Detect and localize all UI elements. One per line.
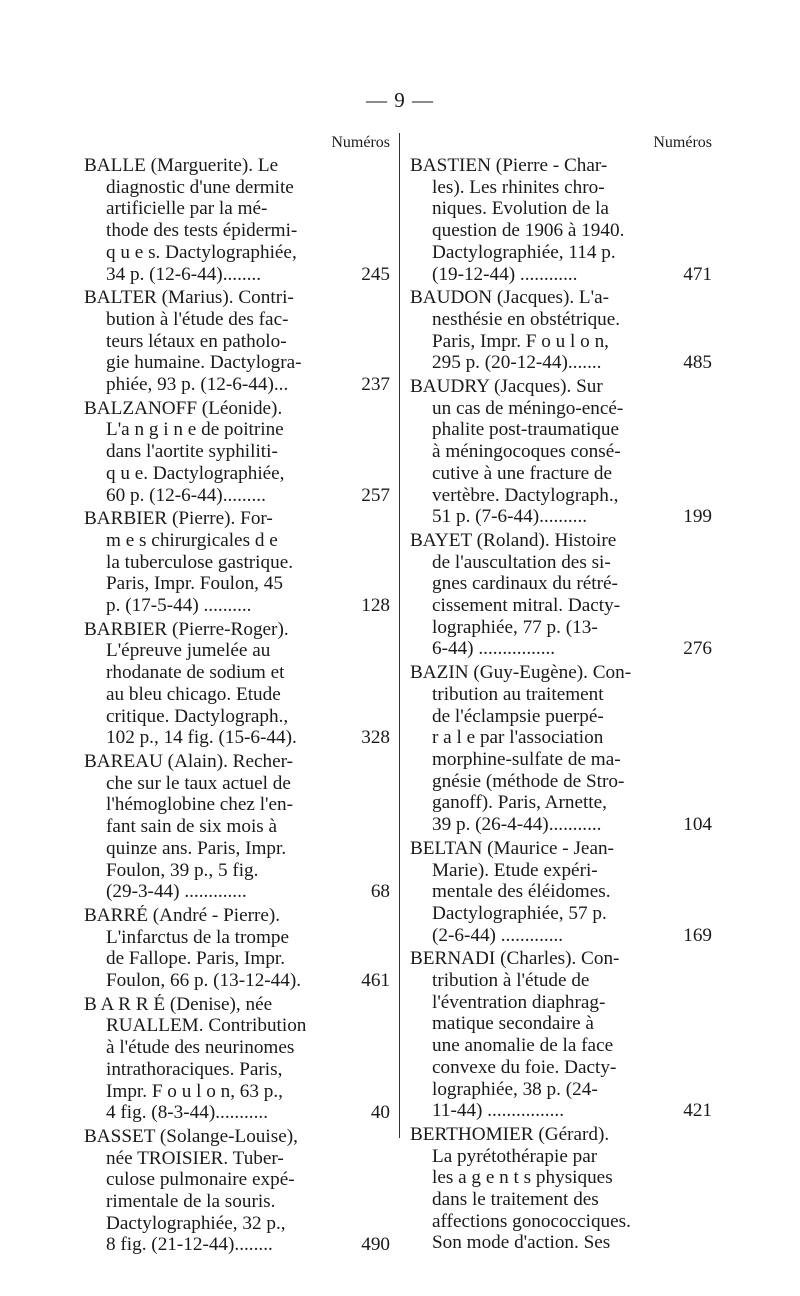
entry-line-text: RUALLEM. Contribution: [106, 1015, 307, 1037]
entry-line-text: BARBIER (Pierre-Roger).: [84, 618, 289, 640]
entry-line-text: niques. Evolution de la: [432, 198, 609, 220]
entry-line: [84, 508, 390, 530]
entry-line: [84, 706, 390, 728]
entry-line-text: l'hémoglobine chez l'en-: [106, 794, 293, 816]
entry-line: [84, 640, 390, 662]
right-column: [410, 133, 712, 1256]
entry-line: [84, 994, 390, 1016]
entry-line: [410, 948, 712, 970]
entry-line-text: 34 p. (12-6-44)........: [106, 263, 262, 285]
entry-line-text: thode des tests épidermi-: [106, 220, 298, 242]
entry-line-text: m e s chirurgicales d e: [106, 529, 278, 551]
entry-line-text: BASTIEN (Pierre - Char-: [410, 155, 608, 176]
entry-number: 104: [683, 814, 712, 836]
entry-line-text: artificielle par la mé-: [106, 198, 268, 220]
entry-line: [84, 662, 390, 684]
entry-line: [84, 1059, 390, 1081]
left-column: [84, 133, 390, 1258]
entry-number: 276: [683, 638, 712, 660]
entry-line-text: BALTER (Marius). Contri-: [84, 287, 294, 309]
entry-line: [410, 441, 712, 463]
entry-line: [84, 905, 390, 927]
bibliography-entry: [410, 287, 712, 374]
entry-line-text: lographiée, 77 p. (13-: [432, 616, 598, 638]
entry-line-text: critique. Dactylograph.,: [106, 705, 289, 727]
entry-line: [84, 1081, 390, 1103]
entry-line-text: che sur le taux actuel de: [106, 772, 291, 794]
entry-line-text: BAUDRY (Jacques). Sur: [410, 376, 603, 398]
entry-line-text: tribution à l'étude de: [432, 970, 590, 992]
entry-line: [84, 838, 390, 860]
entry-line: [84, 552, 390, 574]
bibliography-entry: [84, 398, 390, 507]
entry-line: [84, 198, 390, 220]
entry-line-text: 295 p. (20-12-44).......: [432, 352, 602, 374]
entry-line: [410, 595, 712, 617]
entry-line-text: 4 fig. (8-3-44)...........: [106, 1102, 268, 1124]
entry-line-text: BAUDON (Jacques). L'a-: [410, 287, 610, 309]
entry-line: [84, 948, 390, 970]
entry-line-text: ganoff). Paris, Arnette,: [432, 792, 607, 814]
entry-line-text: La pyrétothérapie par: [432, 1145, 598, 1167]
entry-number: 490: [361, 1234, 390, 1256]
entry-line: [84, 398, 390, 420]
entry-line-text: BARRÉ (André - Pierre).: [84, 904, 281, 926]
entry-line-text: Impr. F o u l o n, 63 p.,: [106, 1080, 283, 1102]
entry-line-text: Dactylographiée, 114 p.: [432, 241, 616, 263]
entry-line: [410, 814, 712, 836]
entry-number: 485: [683, 352, 712, 374]
bibliography-entry: [84, 155, 390, 285]
bibliography-entry: [84, 751, 390, 903]
entry-line: [410, 727, 712, 749]
entry-line: [84, 794, 390, 816]
entry-line: [84, 1015, 390, 1037]
bibliography-entry: [84, 508, 390, 617]
entry-line-text: affections gonococciques.: [432, 1210, 631, 1232]
entry-line: [410, 287, 712, 309]
entry-line: [410, 331, 712, 353]
entry-line: [84, 1148, 390, 1170]
entry-line: [410, 684, 712, 706]
entry-line-text: 102 p., 14 fig. (15-6-44).: [106, 727, 297, 749]
entry-line-text: Marie). Etude expéri-: [432, 859, 598, 881]
entry-line: [410, 903, 712, 925]
entry-line-text: de l'auscultation des si-: [432, 551, 611, 573]
entry-line: [410, 463, 712, 485]
entry-line-text: BERNADI (Charles). Con-: [410, 948, 620, 970]
entry-line-text: BAREAU (Alain). Recher-: [84, 750, 294, 772]
entry-line-text: née TROISIER. Tuber-: [106, 1147, 284, 1169]
entry-number: 40: [370, 1102, 390, 1124]
entry-line-text: rimentale de la souris.: [106, 1191, 276, 1213]
entry-line: [84, 1102, 390, 1124]
entry-line-text: cissement mitral. Dacty-: [432, 595, 621, 617]
entry-line: [410, 662, 712, 684]
entry-line: [84, 287, 390, 309]
entry-line: [410, 881, 712, 903]
entry-line: [410, 771, 712, 793]
entry-line: [84, 1037, 390, 1059]
entry-line-text: r a l e par l'association: [432, 727, 604, 749]
entry-line-text: bution à l'étude des fac-: [106, 308, 289, 330]
entry-line-text: quinze ans. Paris, Impr.: [106, 837, 287, 859]
entry-line: [410, 309, 712, 331]
entry-line: [410, 573, 712, 595]
entry-number: 421: [683, 1100, 712, 1122]
entry-line: [84, 331, 390, 353]
entry-line: [84, 309, 390, 331]
entry-line-text: 6-44) ................: [432, 638, 556, 660]
entry-line-text: de Fallope. Paris, Impr.: [106, 948, 286, 970]
entry-line-text: Dactylographiée, 32 p.,: [106, 1212, 286, 1234]
entry-line-text: 51 p. (7-6-44)..........: [432, 506, 588, 528]
entry-line-text: (19-12-44) ............: [432, 263, 578, 285]
bibliography-entry: [84, 905, 390, 992]
entry-line: [84, 1191, 390, 1213]
entry-line-text: q u e s. Dactylographiée,: [106, 241, 297, 263]
entry-line: [410, 992, 712, 1014]
entry-line-text: BASSET (Solange-Louise),: [84, 1125, 298, 1147]
entry-line-text: matique secondaire à: [432, 1013, 594, 1035]
entry-line: [84, 573, 390, 595]
entry-line-text: les). Les rhinites chro-: [432, 176, 605, 198]
entry-line-text: BALLE (Marguerite). Le: [84, 155, 279, 176]
entry-line: [410, 506, 712, 528]
entry-line-text: 60 p. (12-6-44).........: [106, 484, 266, 506]
entry-line: [410, 838, 712, 860]
entry-line-text: B A R R É (Denise), née: [84, 993, 273, 1015]
entry-line-text: BAZIN (Guy-Eugène). Con-: [410, 662, 632, 684]
entry-line: [410, 530, 712, 552]
entry-number: 471: [683, 263, 712, 285]
entry-line-text: 11-44) ................: [432, 1100, 564, 1122]
entry-line: [410, 177, 712, 199]
entry-line: [84, 773, 390, 795]
entry-line-text: Foulon, 66 p. (13-12-44).: [106, 970, 302, 992]
entry-line-text: dans le traitement des: [432, 1189, 599, 1211]
entry-line: [84, 352, 390, 374]
entry-line: [410, 970, 712, 992]
entry-line: [410, 638, 712, 660]
bibliography-entry: [410, 530, 712, 660]
entry-line: [84, 619, 390, 641]
entry-line-text: 8 fig. (21-12-44)........: [106, 1234, 273, 1256]
entry-line-text: à l'étude des neurinomes: [106, 1037, 295, 1059]
entry-line-text: Foulon, 39 p., 5 fig.: [106, 859, 259, 881]
entry-line: [84, 264, 390, 286]
entry-line: [410, 376, 712, 398]
bibliography-entry: [410, 948, 712, 1122]
entry-line-text: les a g e n t s physiques: [432, 1167, 613, 1189]
entry-line-text: diagnostic d'une dermite: [106, 176, 294, 198]
entry-line-text: (29-3-44) .............: [106, 881, 247, 903]
entry-line-text: BALZANOFF (Léonide).: [84, 397, 283, 419]
entry-line: [84, 155, 390, 177]
entry-line-text: phalite post-traumatique: [432, 419, 620, 441]
entry-line: [84, 242, 390, 264]
entry-line: [84, 441, 390, 463]
entry-line-text: intrathoraciques. Paris,: [106, 1058, 283, 1080]
entry-line: [410, 419, 712, 441]
entry-line-text: l'éventration diaphrag-: [432, 991, 606, 1013]
column-divider: [399, 133, 400, 1138]
entry-line: [84, 751, 390, 773]
entry-line: [410, 860, 712, 882]
entry-number: 257: [361, 484, 390, 506]
entry-line: [84, 485, 390, 507]
entry-line: [410, 485, 712, 507]
entry-line-text: question de 1906 à 1940.: [432, 220, 625, 242]
entry-line-text: BARBIER (Pierre). For-: [84, 508, 273, 530]
entry-line: [410, 1211, 712, 1233]
left-entries: [84, 155, 390, 1256]
entry-line: [410, 1079, 712, 1101]
entry-line: [410, 1232, 712, 1254]
entry-line: [84, 1126, 390, 1148]
entry-line: [84, 419, 390, 441]
entry-number: 68: [370, 881, 390, 903]
entry-line: [410, 155, 712, 177]
entry-line-text: L'a n g i n e de poitrine: [106, 419, 284, 441]
entry-number: 245: [361, 263, 390, 285]
entry-line-text: teurs létaux en patholo-: [106, 330, 287, 352]
entry-line-text: fant sain de six mois à: [106, 816, 278, 838]
entry-line: [410, 264, 712, 286]
bibliography-entry: [410, 376, 712, 528]
entry-line: [84, 816, 390, 838]
entry-line-text: L'épreuve jumelée au: [106, 640, 271, 662]
entry-line-text: convexe du foie. Dacty-: [432, 1056, 617, 1078]
bibliography-entry: [84, 994, 390, 1124]
entry-line-text: lographiée, 38 p. (24-: [432, 1078, 598, 1100]
entry-line: [410, 1189, 712, 1211]
entry-line: [410, 706, 712, 728]
entry-line: [84, 927, 390, 949]
entry-line: [84, 684, 390, 706]
entry-line: [410, 1146, 712, 1168]
column-header-left: Numéros: [331, 134, 390, 151]
entry-line-text: q u e. Dactylographiée,: [106, 462, 285, 484]
entry-line-text: mentale des éléidomes.: [432, 881, 611, 903]
entry-line: [410, 792, 712, 814]
entry-line: [410, 617, 712, 639]
entry-line: [84, 881, 390, 903]
entry-line: [410, 552, 712, 574]
entry-line: [410, 198, 712, 220]
entry-line: [410, 220, 712, 242]
bibliography-entry: [84, 1126, 390, 1256]
entry-number: 128: [361, 595, 390, 617]
entry-line-text: gnes cardinaux du rétré-: [432, 573, 618, 595]
entry-line-text: 39 p. (26-4-44)...........: [432, 814, 602, 836]
column-header-right: Numéros: [653, 134, 712, 151]
entry-line: [84, 860, 390, 882]
entry-line: [84, 1213, 390, 1235]
entry-line-text: BAYET (Roland). Histoire: [410, 529, 617, 551]
entry-line: [410, 1035, 712, 1057]
entry-line-text: p. (17-5-44) ..........: [106, 595, 252, 617]
bibliography-entry: [84, 619, 390, 749]
bibliography-entry: [84, 287, 390, 396]
entry-line-text: culose pulmonaire expé-: [106, 1169, 295, 1191]
entry-line: [84, 220, 390, 242]
entry-line-text: BERTHOMIER (Gérard).: [410, 1123, 610, 1145]
page-number: — 9 —: [366, 88, 434, 112]
entry-number: 237: [361, 374, 390, 396]
entry-line: [84, 595, 390, 617]
entry-line-text: gie humaine. Dactylogra-: [106, 352, 302, 374]
entry-line: [410, 1100, 712, 1122]
entry-line-text: cutive à une fracture de: [432, 462, 613, 484]
entry-line: [410, 1013, 712, 1035]
entry-line: [84, 1169, 390, 1191]
entry-line: [84, 463, 390, 485]
bibliography-entry: [410, 155, 712, 285]
entry-line: [410, 242, 712, 264]
entry-line-text: Son mode d'action. Ses: [432, 1232, 611, 1254]
entry-number: 169: [683, 924, 712, 946]
entry-line-text: vertèbre. Dactylograph.,: [432, 484, 619, 506]
entry-line-text: gnésie (méthode de Stro-: [432, 770, 625, 792]
entry-line-text: une anomalie de la face: [432, 1035, 614, 1057]
entry-line: [410, 1167, 712, 1189]
bibliography-entry: [410, 1124, 712, 1254]
entry-number: 199: [683, 506, 712, 528]
entry-line: [410, 352, 712, 374]
right-entries: [410, 155, 712, 1254]
entry-line: [410, 925, 712, 947]
entry-line-text: BELTAN (Maurice - Jean-: [410, 837, 614, 859]
entry-line-text: la tuberculose gastrique.: [106, 551, 294, 573]
entry-line-text: morphine-sulfate de ma-: [432, 748, 621, 770]
entry-line-text: dans l'aortite syphiliti-: [106, 441, 278, 463]
entry-line-text: nesthésie en obstétrique.: [432, 308, 621, 330]
entry-number: 328: [361, 727, 390, 749]
entry-line-text: L'infarctus de la trompe: [106, 926, 290, 948]
entry-line-text: phiée, 93 p. (12-6-44)...: [106, 374, 289, 396]
entry-line: [84, 530, 390, 552]
entry-line-text: Paris, Impr. Foulon, 45: [106, 573, 283, 595]
entry-line-text: à méningocoques consé-: [432, 441, 621, 463]
entry-line: [84, 1234, 390, 1256]
entry-line-text: Dactylographiée, 57 p.: [432, 902, 607, 924]
entry-number: 461: [361, 970, 390, 992]
entry-line: [410, 398, 712, 420]
bibliography-entry: [410, 662, 712, 836]
entry-line-text: (2-6-44) .............: [432, 924, 564, 946]
entry-line: [84, 177, 390, 199]
entry-line: [84, 970, 390, 992]
entry-line: [84, 727, 390, 749]
entry-line: [410, 1057, 712, 1079]
entry-line-text: au bleu chicago. Etude: [106, 683, 281, 705]
entry-line-text: Paris, Impr. F o u l o n,: [432, 330, 609, 352]
entry-line: [410, 1124, 712, 1146]
entry-line: [84, 374, 390, 396]
entry-line-text: un cas de méningo-encé-: [432, 397, 624, 419]
entry-line-text: tribution au traitement: [432, 683, 604, 705]
entry-line: [410, 749, 712, 771]
bibliography-entry: [410, 838, 712, 947]
entry-line-text: rhodanate de sodium et: [106, 662, 285, 684]
entry-line-text: de l'éclampsie puerpé-: [432, 705, 604, 727]
